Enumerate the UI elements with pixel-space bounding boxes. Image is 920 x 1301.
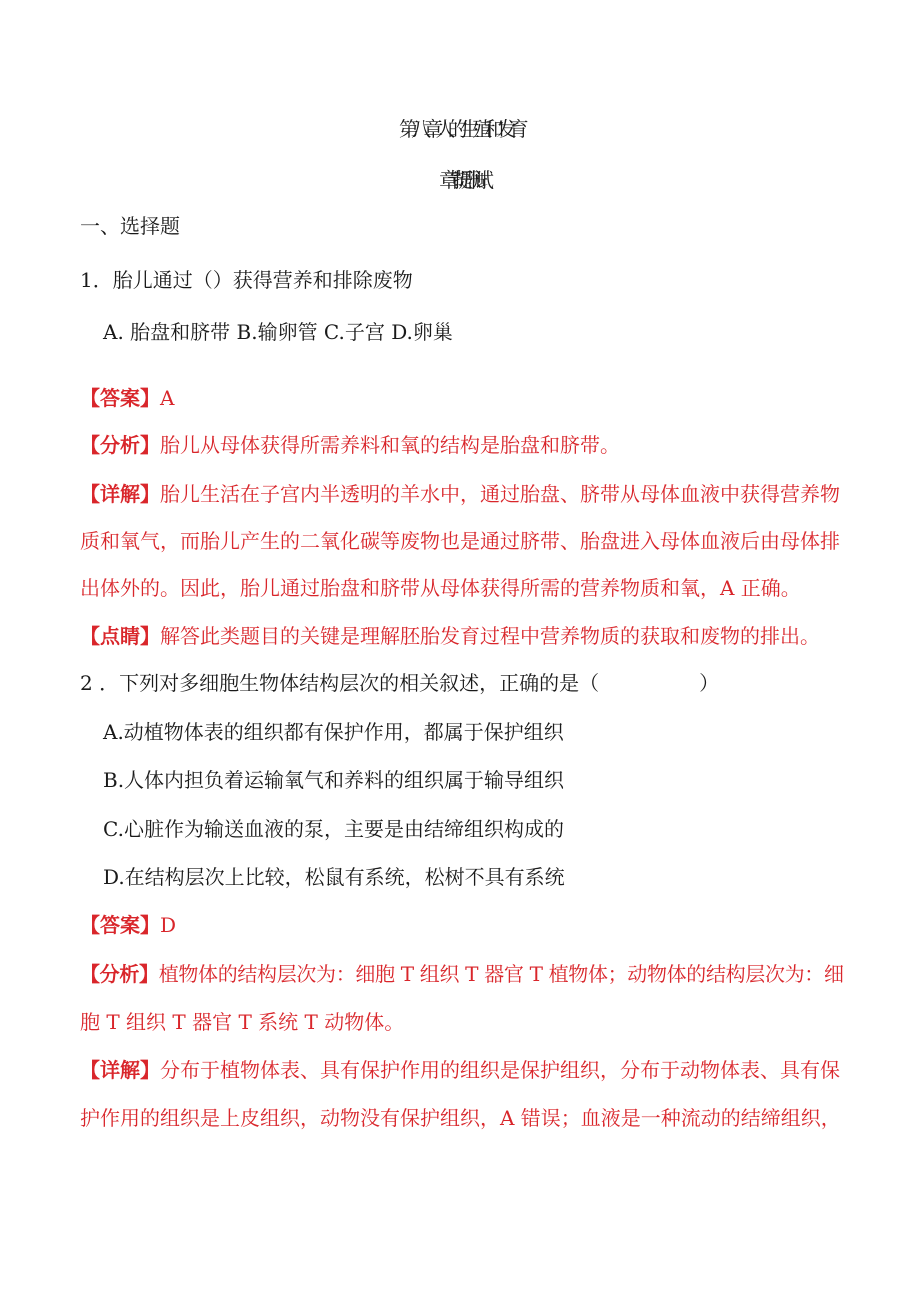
question-2-detail-line-2: 护作用的组织是上皮组织，动物没有保护组织，A 错误；血液是一种流动的结缔组织，	[80, 1106, 841, 1130]
analysis-text: 植物体的结构层次为：细胞 T 组织 T 器官 T 植物体；动物体的结构层次为：细	[158, 962, 844, 986]
question-1-point	[80, 622, 820, 650]
question-2-detail-line-1	[80, 1056, 840, 1084]
answer-value: D	[160, 913, 177, 937]
question-1-analysis	[80, 431, 620, 459]
question-1-stem: 1．胎儿通过（）获得营养和排除废物	[80, 268, 413, 292]
question-2-stem: 2 ．下列对多细胞生物体结构层次的相关叙述，正确的是（ ）	[80, 671, 720, 695]
question-2-option-d: D.在结构层次上比较，松鼠有系统，松树不具有系统	[103, 865, 565, 889]
detail-tag: 【详解】	[80, 482, 160, 506]
detail-text: 分布于植物体表、具有保护作用的组织是保护组织，分布于动物体表、具有保	[160, 1058, 840, 1082]
page-title: 第八章人的生殖和发育	[399, 117, 521, 141]
question-2-analysis-line-1	[80, 960, 844, 988]
analysis-tag: 【分析】	[80, 962, 159, 986]
question-2-option-b: B.人体内担负着运输氧气和养料的组织属于输导组织	[103, 768, 565, 792]
answer-tag: 【答案】	[80, 386, 160, 410]
point-text: 解答此类题目的关键是理解胚胎发育过程中营养物质的获取和废物的排出。	[160, 624, 820, 648]
answer-value: A	[160, 386, 175, 410]
question-1-options: A. 胎盘和脐带 B.输卵管 C.子宫 D.卵巢	[103, 320, 453, 344]
question-2-answer	[80, 911, 176, 939]
detail-tag: 【详解】	[80, 1058, 160, 1082]
question-2-option-c: C.心脏作为输送血液的泵，主要是由结缔组织构成的	[103, 817, 564, 841]
detail-text: 胎儿生活在子宫内半透明的羊水中，通过胎盘、脐带从母体血液中获得营养物	[160, 482, 840, 506]
question-1-answer	[80, 384, 174, 412]
question-1-detail-line-1	[80, 480, 840, 508]
point-tag: 【点睛】	[80, 624, 160, 648]
analysis-tag: 【分析】	[80, 433, 160, 457]
question-1-detail-line-3: 出体外的。因此，胎儿通过胎盘和脐带从母体获得所需的营养物质和氧，A 正确。	[80, 576, 801, 600]
page-subtitle: 章节提升测试	[439, 168, 481, 192]
question-1-detail-line-2: 质和氧气，而胎儿产生的二氧化碳等废物也是通过脐带、胎盘进入母体血液后由母体排	[80, 529, 840, 553]
answer-tag: 【答案】	[80, 913, 160, 937]
section-heading: 一、选择题	[80, 214, 180, 238]
question-2-analysis-line-2: 胞 T 组织 T 器官 T 系统 T 动物体。	[80, 1010, 405, 1034]
question-2-option-a: A.动植物体表的组织都有保护作用，都属于保护组织	[103, 720, 564, 744]
analysis-text: 胎儿从母体获得所需养料和氧的结构是胎盘和脐带。	[160, 433, 620, 457]
